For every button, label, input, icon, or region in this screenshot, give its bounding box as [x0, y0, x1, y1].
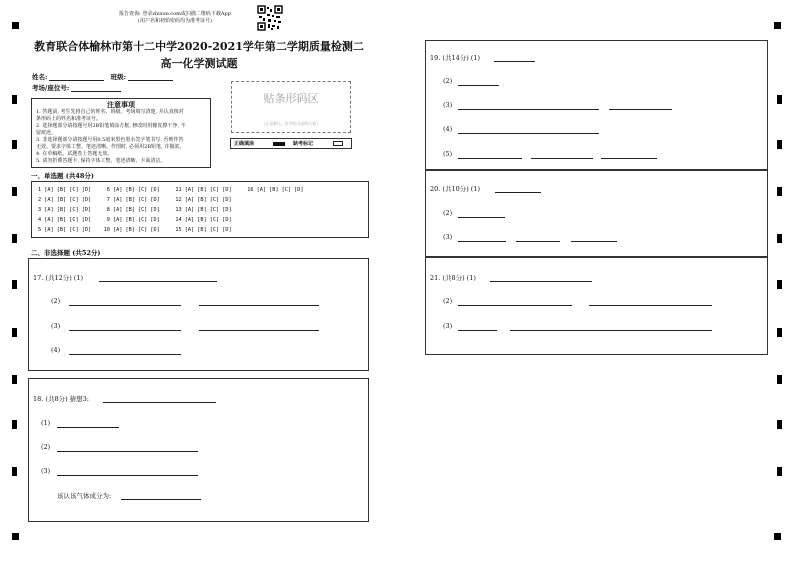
q21-part-label: (3): [443, 322, 453, 330]
exam-title-line2: 高一化学测试题: [160, 57, 238, 70]
q21-answer-line[interactable]: [510, 330, 712, 331]
q18-answer-line[interactable]: [57, 427, 119, 428]
registration-mark-top-right: [774, 22, 781, 29]
mc-row[interactable]: 5 [A] [B] [C] [D] 10 [A] [B] [C] [D] 15 [A] [B] [C] [D]: [38, 227, 232, 233]
q20-part-label: (2): [443, 209, 453, 217]
notes-line: 5. 请勿折叠答题卡, 保持字体工整、笔迹清晰、卡面清洁。: [36, 158, 166, 164]
timing-mark: [12, 95, 17, 104]
q21-answer-line[interactable]: [458, 330, 497, 331]
notes-line: 3. 非选择题部分请按题号用0.5毫米黑色墨水签字笔书写, 否则作答: [36, 137, 184, 143]
exam-title-line1: 教育联合体榆林市第十二中学2020-2021学年第二学期质量检测二: [34, 40, 364, 53]
report-notice-line1: 报告查询: 登录zhixue.com或扫描二维码下载App: [119, 11, 231, 17]
room-seat-label: 考场/座位号:: [32, 84, 70, 92]
timing-mark: [12, 140, 17, 149]
q19-answer-line[interactable]: [609, 109, 672, 110]
timing-mark: [777, 467, 782, 476]
q21-box: [425, 257, 768, 355]
notes-line: 留痕迹。: [36, 130, 57, 136]
q19-part-label: (2): [443, 77, 453, 85]
q17-head: 17. (共12分) (1): [33, 274, 84, 282]
student-info: [32, 72, 232, 94]
timing-mark: [777, 234, 782, 243]
q19-head: 19. (共14分) (1): [430, 54, 481, 62]
class-label: 班级:: [110, 73, 126, 81]
q18-answer-line[interactable]: [57, 475, 198, 476]
q19-box: [425, 40, 768, 170]
q18-answer-line[interactable]: [57, 451, 198, 452]
report-notice-line2: (用户名和初始密码均为准考证号): [138, 18, 212, 24]
q17-part-label: (3): [51, 322, 61, 330]
notes-line: 无效。要求字体工整、笔迹清晰。作图时, 必须用2B铅笔, 并描浓。: [36, 144, 185, 150]
timing-mark: [777, 375, 782, 384]
mc-answer-box: [31, 181, 369, 238]
q17-answer-line[interactable]: [99, 281, 217, 282]
registration-mark-bottom-right: [774, 533, 781, 540]
q19-answer-line[interactable]: [601, 158, 657, 159]
q21-part-label: (2): [443, 297, 453, 305]
timing-mark: [12, 187, 17, 196]
timing-mark: [777, 420, 782, 429]
q20-answer-line[interactable]: [458, 241, 506, 242]
name-field[interactable]: [49, 74, 104, 81]
timing-mark: [12, 328, 17, 337]
timing-mark: [777, 140, 782, 149]
barcode-area: [231, 81, 351, 133]
q19-answer-line[interactable]: [458, 158, 522, 159]
q19-answer-line[interactable]: [531, 158, 593, 159]
q18-part-label: (1): [41, 419, 51, 427]
timing-mark: [777, 328, 782, 337]
q19-answer-line[interactable]: [458, 133, 599, 134]
q19-part-label: (4): [443, 125, 453, 133]
registration-mark-bottom-left: [12, 533, 19, 540]
q17-part-label: (4): [51, 346, 61, 354]
timing-mark: [12, 467, 17, 476]
notes-box: [31, 98, 211, 168]
mc-row[interactable]: 3 [A] [B] [C] [D] 8 [A] [B] [C] [D] 13 [A] [B] [C] [D]: [38, 207, 232, 213]
q19-part-label: (5): [443, 150, 453, 158]
q20-answer-line[interactable]: [516, 241, 560, 242]
q18-extra-label: 该认该气体成分为:: [57, 492, 112, 500]
q18-answer-line[interactable]: [103, 402, 216, 403]
fill-legend: [230, 138, 352, 149]
mc-row[interactable]: 4 [A] [B] [C] [D] 9 [A] [B] [C] [D] 14 [A] [B] [C] [D]: [38, 217, 232, 223]
notes-line: 条形码上的姓名和准考证号。: [36, 116, 102, 122]
exam-title: [30, 38, 368, 71]
q19-answer-line[interactable]: [458, 109, 599, 110]
notes-line: 2. 选择题部分请按题号用2B铅笔填涂方框, 修改时用橡皮擦干净, 不: [36, 123, 186, 129]
timing-mark: [777, 187, 782, 196]
q21-answer-line[interactable]: [589, 305, 712, 306]
q19-part-label: (3): [443, 101, 453, 109]
q18-answer-line[interactable]: [121, 499, 201, 500]
q20-answer-line[interactable]: [458, 217, 505, 218]
absent-mark-box[interactable]: [333, 141, 343, 146]
q17-answer-line[interactable]: [69, 305, 181, 306]
absent-mark-label: 缺考标记: [293, 141, 314, 147]
q17-answer-line[interactable]: [69, 330, 181, 331]
mc-row[interactable]: 2 [A] [B] [C] [D] 7 [A] [B] [C] [D] 12 [A] [B] [C] [D]: [38, 197, 232, 203]
timing-mark: [12, 420, 17, 429]
correct-fill-sample: [273, 142, 285, 146]
registration-mark-top-left: [12, 22, 19, 29]
q17-box: [28, 258, 369, 371]
q21-answer-line[interactable]: [490, 281, 592, 282]
q20-part-label: (3): [443, 233, 453, 241]
notes-line: 4. 在草稿纸、试题卷上答题无效。: [36, 151, 113, 157]
mc-row[interactable]: 1 [A] [B] [C] [D] 6 [A] [B] [C] [D] 11 [A] [B] [C] [D] 16 [A] [B] [C] [D]: [38, 187, 304, 193]
q20-head: 20. (共10分) (1): [430, 185, 481, 193]
q21-answer-line[interactable]: [458, 305, 572, 306]
timing-mark: [777, 280, 782, 289]
name-label: 姓名:: [32, 73, 48, 81]
q18-head: 18. (共8分) 猜想3:: [33, 395, 90, 403]
q17-answer-line[interactable]: [199, 330, 319, 331]
class-field[interactable]: [128, 74, 173, 81]
qr-code-icon[interactable]: [257, 5, 283, 31]
room-seat-field[interactable]: [71, 85, 121, 92]
q20-answer-line[interactable]: [495, 192, 541, 193]
q17-answer-line[interactable]: [69, 354, 181, 355]
q17-part-label: (2): [51, 297, 61, 305]
correct-fill-label: 正确填涂: [234, 141, 255, 147]
timing-mark: [12, 375, 17, 384]
report-notice: [95, 11, 255, 25]
q20-answer-line[interactable]: [571, 241, 617, 242]
q20-box: [425, 170, 768, 257]
timing-mark: [777, 95, 782, 104]
q17-answer-line[interactable]: [199, 305, 319, 306]
barcode-hint: (正面朝上, 切勿贴出虚线方框): [264, 121, 318, 126]
section1-title: 一、单选题 (共48分): [31, 172, 94, 180]
q19-answer-line[interactable]: [494, 61, 535, 62]
barcode-label: 贴条形码区: [263, 92, 319, 105]
timing-mark: [12, 280, 17, 289]
section2-title: 二、非选择题 (共52分): [31, 249, 101, 257]
q18-box: [28, 378, 369, 522]
notes-line: 1. 答题前, 考生先将自己的姓名、班级、考场填写清楚, 并认真核对: [36, 109, 184, 115]
q18-part-label: (3): [41, 467, 51, 475]
notes-title: 注意事项: [107, 100, 135, 109]
timing-mark: [12, 234, 17, 243]
q21-head: 21. (共8分) (1): [430, 274, 476, 282]
q19-answer-line[interactable]: [458, 85, 499, 86]
q18-part-label: (2): [41, 443, 51, 451]
